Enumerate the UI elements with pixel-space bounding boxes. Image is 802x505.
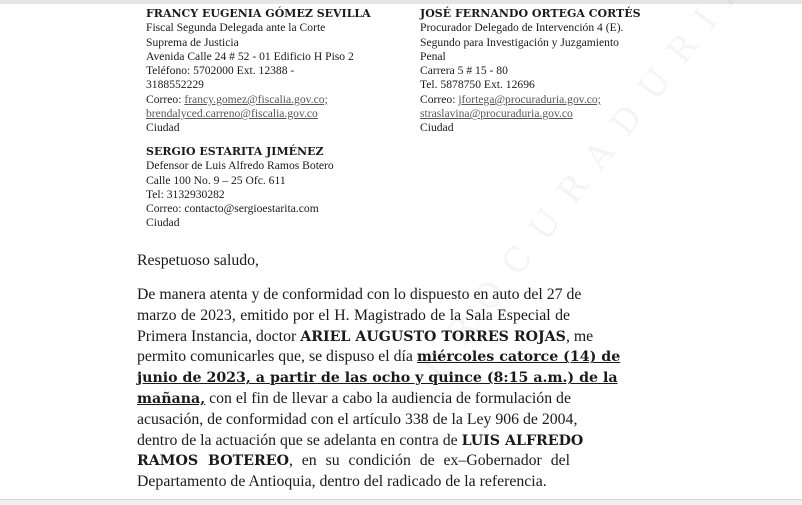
recipient-city: Ciudad [420, 121, 454, 135]
recipient-line: Segundo para Investigación y Juzgamiento [420, 35, 619, 49]
text-segment: marzo de 2023, emitido por el H. Magistrado de la Sala Especial de [137, 306, 570, 324]
greeting: Respetuoso saludo, [137, 252, 259, 269]
recipient-line: Carrera 5 # 15 - 80 [420, 64, 508, 78]
emphasis-segment: ARIEL AUGUSTO TORRES ROJAS [300, 328, 566, 345]
paragraph-line [137, 431, 584, 452]
recipient-line: Penal [420, 49, 446, 63]
emphasis-segment: miércoles catorce (14) de [416, 349, 621, 366]
recipient-line: Avenida Calle 24 # 52 - 01 Edificio H Piso 2 [146, 49, 354, 63]
text-segment: permito comunicarles que, se dispuso el día [137, 348, 417, 366]
paragraph-line [137, 368, 618, 389]
recipient-name: JOSÉ FERNANDO ORTEGA CORTÉS [420, 7, 641, 20]
email-row [420, 107, 641, 121]
recipient-block-procurador [420, 7, 641, 136]
paragraph-line [137, 285, 582, 306]
recipient-line: Procurador Delegado de Intervención 4 (E). [420, 21, 624, 35]
text-segment: Departamento de Antioquia, dentro del radicado de la referencia. [137, 473, 547, 491]
paragraph-line [137, 410, 578, 431]
text-segment: , me [565, 327, 594, 345]
text-segment: acusación, de conformidad con el artículo 338 de la Ley 906 de 2004, [137, 410, 578, 428]
paragraph-line [137, 472, 570, 493]
email-link[interactable]: francy.gomez@fiscalia.gov.co; [184, 92, 328, 106]
text-segment: dentro de la actuación que se adelanta en contra de [137, 431, 462, 449]
recipient-line: Correo: contacto@sergioestarita.com [146, 202, 319, 216]
emphasis-segment: RAMOS BOTEREO [137, 453, 289, 470]
paragraph-line [137, 389, 570, 410]
recipient-line: Calle 100 No. 9 – 25 Ofc. 611 [146, 173, 286, 187]
recipient-city: Ciudad [146, 121, 180, 135]
emphasis-segment: junio de 2023, a partir de las ocho y quince (8:15 a.m.) de la [137, 370, 618, 387]
emphasis-segment: mañana, [137, 390, 206, 407]
email-row [146, 107, 371, 121]
viewer-bottom-edge [0, 499, 802, 505]
recipient-line: Fiscal Segunda Delegada ante la Corte [146, 21, 326, 35]
recipient-line: Tel. 5878750 Ext. 12696 [420, 78, 535, 92]
email-row [146, 93, 371, 107]
viewer-top-edge [0, 0, 802, 4]
emphasis-segment: LUIS ALFREDO [461, 432, 584, 449]
paragraph-line [137, 327, 594, 348]
recipient-block-defensor [146, 145, 334, 231]
recipient-line: 3188552229 [146, 78, 204, 92]
text-segment: , en su condición de ex–Gobernador del [288, 452, 570, 470]
email-label: Correo: [420, 92, 459, 106]
text-segment: Primera Instancia, doctor [137, 327, 301, 345]
paragraph-line [137, 306, 570, 327]
recipient-line: Teléfono: 5702000 Ext. 12388 - [146, 64, 295, 78]
text-segment: con el fin de llevar a cabo la audiencia de formulación de [205, 389, 571, 407]
paragraph-line [137, 451, 570, 472]
recipient-line: Tel: 3132930282 [146, 187, 225, 201]
recipient-line: Suprema de Justicia [146, 35, 239, 49]
recipient-line: Defensor de Luis Alfredo Ramos Botero [146, 159, 334, 173]
body-paragraph [137, 285, 621, 493]
text-segment: De manera atenta y de conformidad con lo dispuesto en auto del 27 de [137, 286, 582, 303]
email-link[interactable]: jfortega@procuraduria.gov.co; [458, 92, 601, 106]
recipient-city: Ciudad [146, 216, 180, 230]
email-row [420, 93, 641, 107]
email-link[interactable]: straslavina@procuraduria.gov.co [420, 107, 573, 121]
email-label: Correo: [146, 92, 185, 106]
recipient-name: SERGIO ESTARITA JIMÉNEZ [146, 145, 324, 158]
recipient-block-fiscal [146, 7, 371, 136]
paragraph-line [137, 347, 621, 368]
recipient-name: FRANCY EUGENIA GÓMEZ SEVILLA [146, 7, 371, 20]
email-link[interactable]: brendalyced.carreno@fiscalia.gov.co [146, 107, 318, 121]
